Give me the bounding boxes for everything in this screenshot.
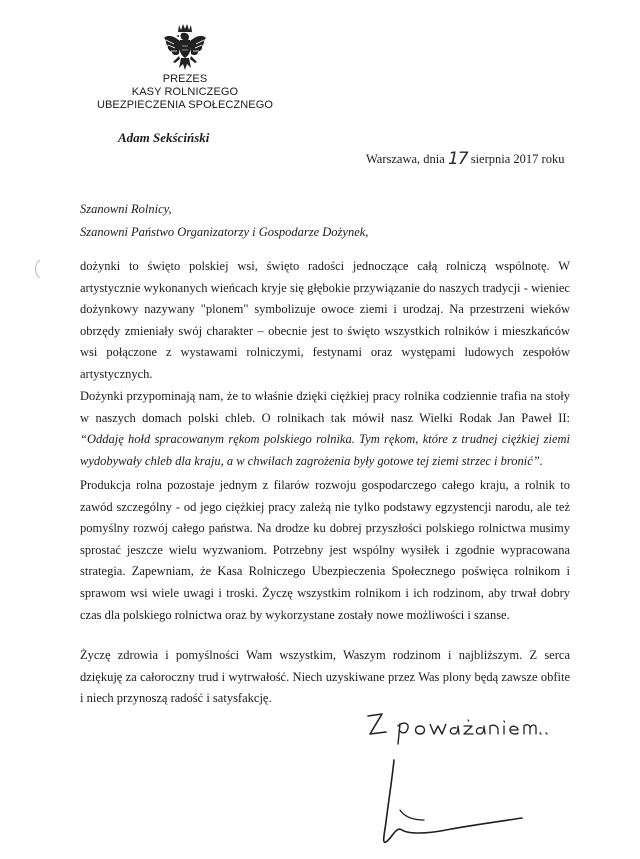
paragraph-1: dożynki to święto polskiej wsi, święto radości jednoczące całą rolniczą wspólnotę. W artystycznie wykonanych wieńcach kryje się głębokie przywiązanie do naszych tradycji - wieniec dożynkowy nazywany "plonem" symbolizuje owoce ziemi i urodzaj. Na przestrzeni wieków obrzędy zmieniały swój charakter – obecnie jest to święto wszystkich rolników i mieszkańców wsi połączone z wystawami rolniczymi, festynami oraz występami ludowych zespołów artystycznych. (80, 259, 570, 381)
date-rest: sierpnia 2017 roku (470, 152, 565, 166)
white-eagle-emblem-icon (162, 22, 208, 74)
place-prefix: Warszawa, dnia (366, 152, 445, 166)
handwritten-day: 17 (447, 149, 468, 169)
org-line-name-2: UBEZPIECZENIA SPOŁECZNEGO (96, 99, 274, 111)
organization-header (90, 73, 280, 112)
paragraph-2-quote: “Oddaję hołd spracowanym rękom polskiego rolnika. Tym rękom, które z trudnej ciężkiej ziemi wydobywały chleb dla kraju, a w chwilach zagrożenia były gotowe tej ziemi strzec i bronić”. (80, 432, 570, 468)
paragraph-2-text: Dożynki przypominają nam, że to właśnie dzięki ciężkiej pracy rolnika codziennie trafia na stoły w naszych domach polski chleb. O rolnikach tak mówił nasz Wielki Rodak Jan Paweł II: (80, 389, 570, 425)
org-line-title: PREZES (162, 73, 208, 85)
org-line-name-1: KASY ROLNICZEGO (131, 86, 239, 98)
salutation-organizers: Szanowni Państwo Organizatorzy i Gospodarze Dożynek, (80, 225, 369, 239)
margin-mark-icon (30, 258, 44, 280)
place-and-date (366, 148, 564, 168)
handwritten-signature-icon (366, 750, 526, 850)
handwritten-greeting-icon (360, 702, 560, 752)
salutation-farmers: Szanowni Rolnicy, (80, 202, 172, 216)
paragraph-4: Życzę zdrowia i pomyślności Wam wszystkim, Waszym rodzinom i najbliższym. Z serca dziękuję za całoroczny trud i wytrwałość. Niech uzyskiwane przez Was plony będą zawsze obfite i niech przynoszą radość i satysfakcję. (80, 648, 570, 706)
paragraph-2 (80, 386, 570, 472)
paragraph-3: Produkcja rolna pozostaje jednym z filarów rozwoju gospodarczego całego kraju, a rolnik to zawód szczególny - od jego ciężkiej pracy zależą nie tylko podstawy egzystencji narodu, ale też pomyślny rozwój całego państwa. Na drodze ku dobrej przyszłości polskiego rolnictwa musimy sprostać jeszcze wielu wyzwaniom. Potrzebny jest wspólny wysiłek i zgodnie wypracowana strategia. Zapewniam, że Kasa Rolniczego Ubezpieczenia Społecznego poświęca rolnikom i sprawom wsi wiele uwagi i troski. Życzę wszystkim rolnikom i ich rodzinom, aby trwał dobry czas dla polskiego rolnictwa oraz by wykorzystane zostały nowe możliwości i szanse. (80, 478, 570, 622)
sender-name: Adam Sekściński (118, 130, 210, 145)
